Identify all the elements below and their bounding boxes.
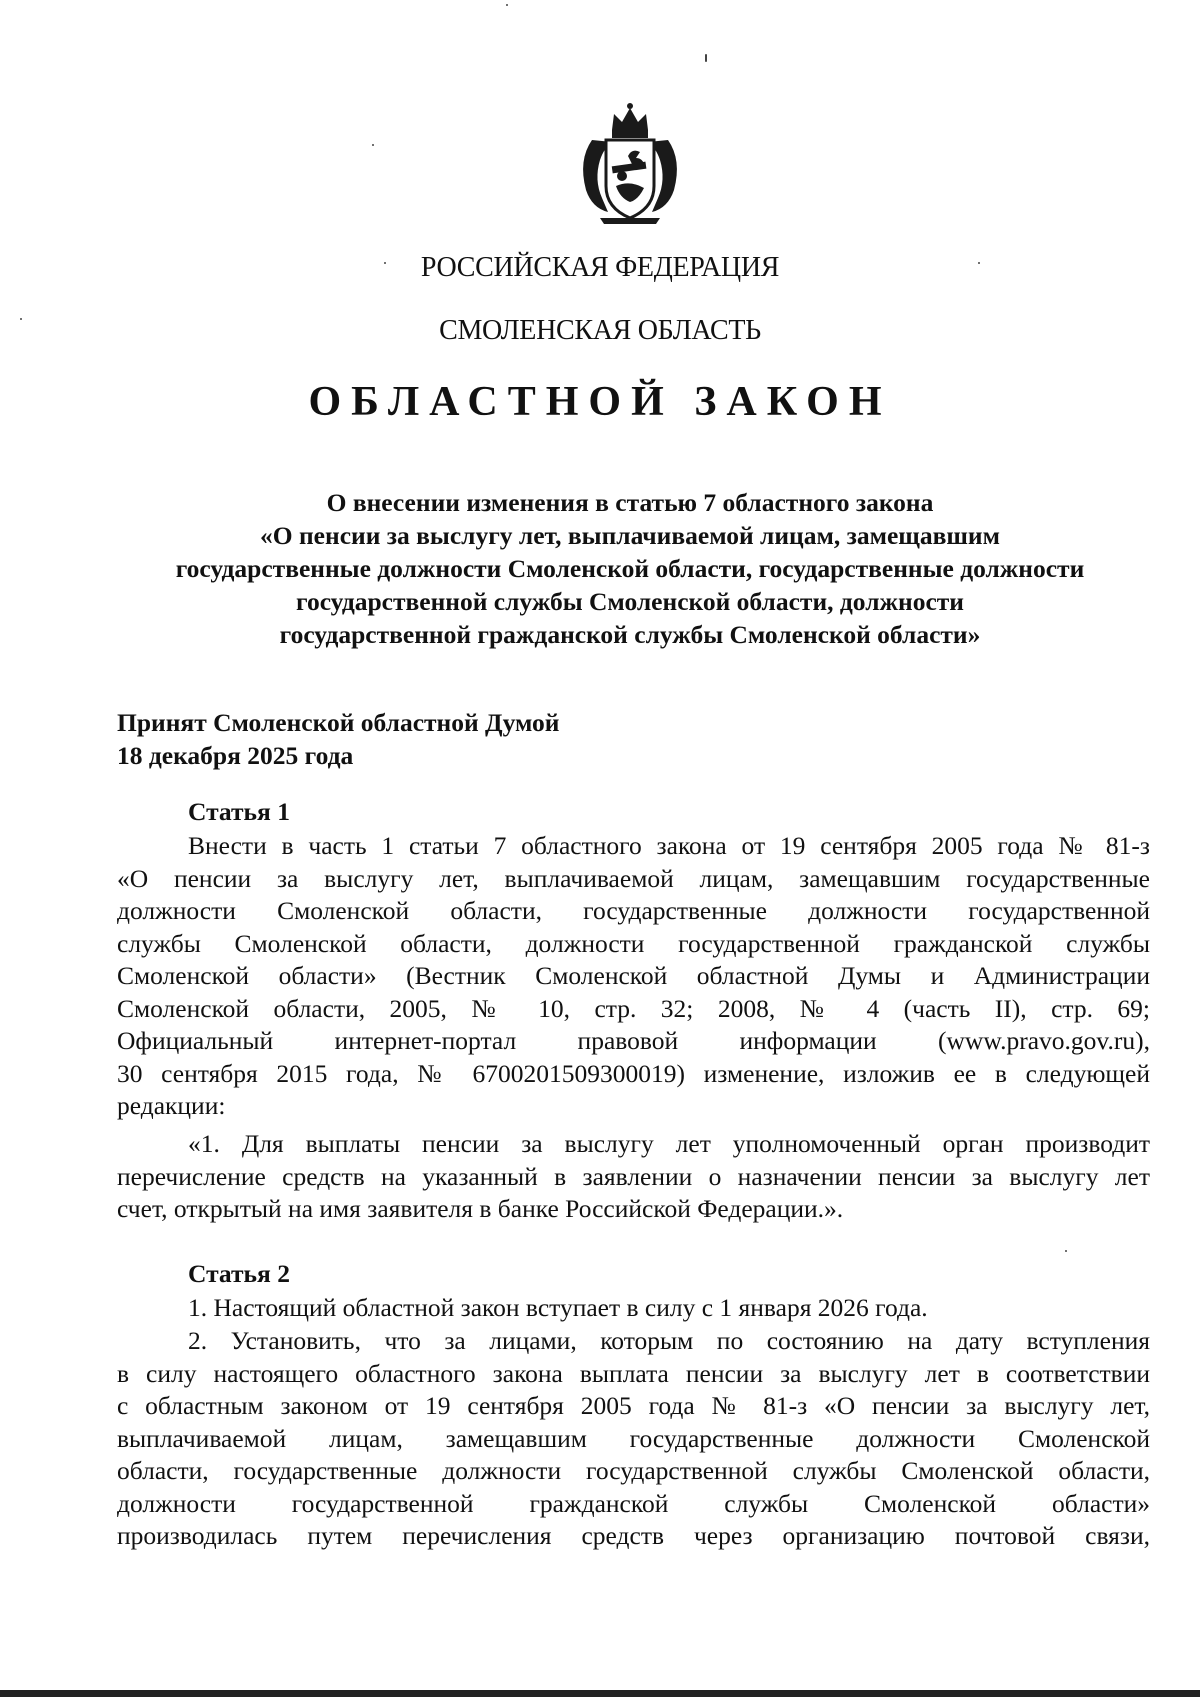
text-line: выплачиваемой лицам, замещавшим государственные должности Смоленской	[117, 1423, 1150, 1453]
scan-bottom-edge	[0, 1690, 1200, 1697]
document-title	[110, 486, 1150, 651]
country-heading: РОССИЙСКАЯ ФЕДЕРАЦИЯ	[420, 252, 780, 283]
text-line: счет, открытый на имя заявителя в банке Российской Федерации.».	[117, 1194, 844, 1223]
scan-speck	[372, 144, 374, 146]
article-1-heading: Статья 1	[188, 797, 290, 826]
scan-speck	[506, 4, 508, 6]
scan-speck	[384, 262, 386, 264]
adoption-body: Принят Смоленской областной Думой	[117, 708, 560, 737]
text-line: области, государственные должности государственной службы Смоленской области,	[117, 1456, 1150, 1485]
scan-speck	[978, 262, 980, 264]
article-2-item-2	[117, 1325, 1150, 1553]
scan-speck	[1065, 1250, 1067, 1252]
title-line: государственные должности Смоленской области, государственные должности	[175, 554, 1085, 583]
text-line: должности государственной гражданской службы Смоленской области»	[117, 1488, 1150, 1518]
text-line: редакции:	[117, 1091, 226, 1120]
text-line: производилась путем перечисления средств через организацию почтовой связи,	[117, 1521, 1150, 1550]
scan-speck	[20, 318, 22, 320]
article-2-item-1	[117, 1292, 1150, 1325]
adoption-note	[117, 706, 559, 772]
title-line: государственной гражданской службы Смоленской области»	[279, 620, 981, 649]
title-line: «О пенсии за выслугу лет, выплачиваемой лицам, замещавшим	[260, 521, 1000, 550]
text-line: 30 сентября 2015 года, № 6700201509300019) изменение, изложив ее в следующей	[117, 1058, 1150, 1088]
text-line: «1. Для выплаты пенсии за выслугу лет уполномоченный орган производит	[188, 1129, 1150, 1158]
text-line: Внести в часть 1 статьи 7 областного закона от 19 сентября 2005 года № 81-з	[188, 831, 1150, 860]
text-line: «О пенсии за выслугу лет, выплачиваемой лицам, замещавшим государственные	[117, 863, 1150, 893]
text-line: с областным законом от 19 сентября 2005 года № 81-з «О пенсии за выслугу лет,	[117, 1391, 1150, 1420]
text-line: должности Смоленской области, государственные должности государственной	[117, 896, 1150, 925]
article-1-paragraph-2	[117, 1128, 1150, 1226]
article-1-paragraph-1	[117, 830, 1150, 1123]
document-type-heading: ОБЛАСТНОЙ ЗАКОН	[308, 379, 892, 425]
region-heading: СМОЛЕНСКАЯ ОБЛАСТЬ	[439, 315, 761, 346]
text-line: 2. Установить, что за лицами, которым по состоянию на дату вступления	[188, 1326, 1150, 1355]
title-line: государственной службы Смоленской области, должности	[296, 587, 964, 616]
adoption-date: 18 декабря 2025 года	[117, 741, 354, 770]
text-line: службы Смоленской области, должности государственной гражданской службы	[117, 928, 1150, 958]
text-line: в силу настоящего областного закона выплата пенсии за выслугу лет в соответствии	[117, 1358, 1150, 1388]
title-line: О внесении изменения в статью 7 областного закона	[326, 488, 934, 517]
text-line: Смоленской области» (Вестник Смоленской областной Думы и Администрации	[117, 961, 1150, 990]
smolensk-coat-of-arms-icon	[572, 100, 688, 228]
article-2-heading: Статья 2	[188, 1259, 290, 1288]
text-line: Смоленской области, 2005, № 10, стр. 32; 2008, № 4 (часть II), стр. 69;	[117, 993, 1150, 1023]
scan-speck	[705, 54, 707, 62]
text-line: перечисление средств на указанный в заявлении о назначении пенсии за выслугу лет	[117, 1161, 1150, 1191]
text-line: Официальный интернет-портал правовой информации (www.pravo.gov.ru),	[117, 1026, 1150, 1055]
text-line: 1. Настоящий областной закон вступает в силу с 1 января 2026 года.	[188, 1293, 928, 1322]
